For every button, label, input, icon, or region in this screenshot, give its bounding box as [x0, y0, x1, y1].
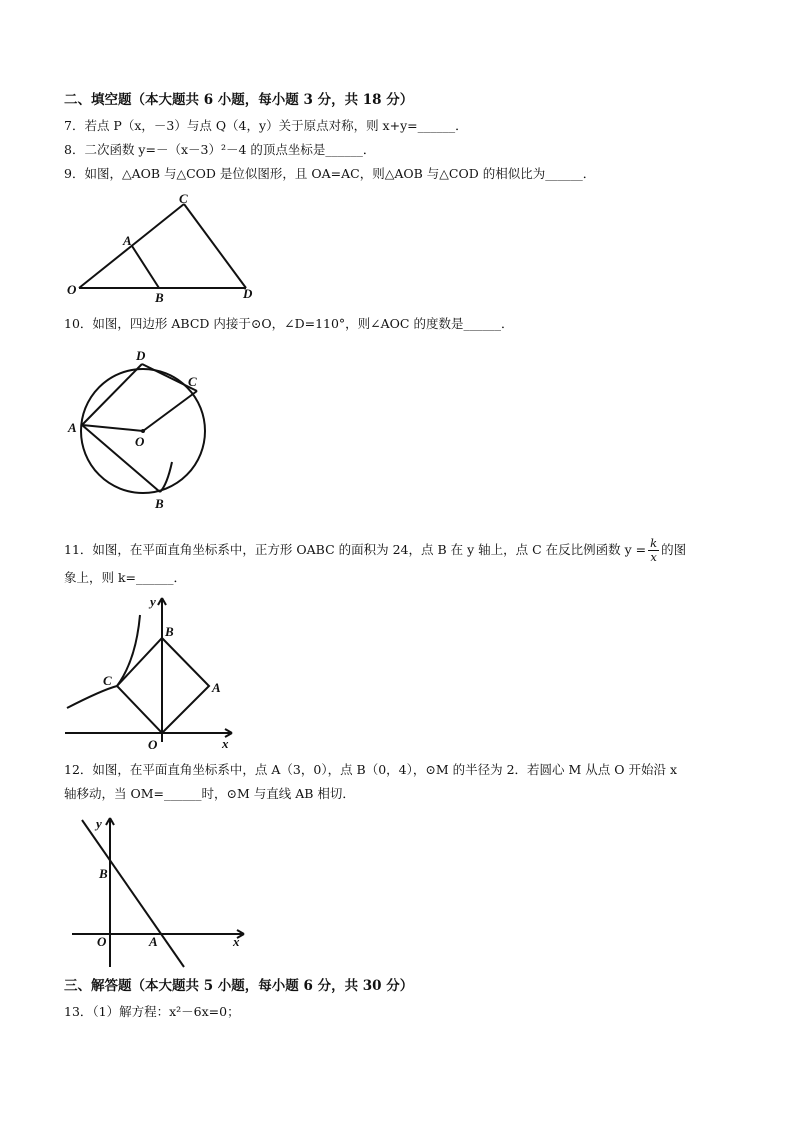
figure-q11-square [62, 590, 242, 755]
question-10: 10．如图，四边形 ABCD 内接于⊙O，∠D=110°，则∠AOC 的度数是______． [64, 316, 514, 331]
label-y: y [150, 594, 156, 609]
label-y: y [96, 816, 102, 831]
question-13: 13．（1）解方程：x²－6x=0； [64, 1004, 240, 1019]
section-2-heading: 二、填空题（本大题共 6 小题，每小题 3 分，共 18 分） [64, 92, 414, 108]
label-B: B [155, 496, 164, 511]
label-B: B [99, 866, 108, 881]
question-11 [64, 534, 686, 566]
question-12-line-2: 轴移动，当 OM=______时，⊙M 与直线 AB 相切． [64, 786, 355, 801]
label-B: B [165, 624, 174, 639]
label-B: B [155, 290, 164, 305]
label-O: O [97, 934, 107, 949]
section-3-heading: 三、解答题（本大题共 5 小题，每小题 6 分，共 30 分） [64, 978, 414, 994]
label-x: x [222, 736, 229, 751]
fraction-k-over-x [648, 537, 659, 564]
question-9: 9．如图，△AOB 与△COD 是位似图形，且 OA=AC，则△AOB 与△COD 的相似比为______． [64, 166, 596, 181]
label-A: A [212, 680, 221, 695]
label-x: x [233, 934, 240, 949]
question-12-line-1: 12．如图，在平面直角坐标系中，点 A（3，0），点 B（0，4），⊙M 的半径为 2．若圆心 M 从点 O 开始沿 x [64, 762, 678, 777]
figure-q10-circle [62, 345, 222, 515]
figure-q9-triangles [62, 190, 272, 305]
question-11-text-after: 的图 [661, 542, 687, 557]
label-C: C [179, 191, 188, 206]
label-A: A [149, 934, 158, 949]
question-11-line-2: 象上，则 k=______． [64, 570, 187, 585]
label-C: C [103, 673, 112, 688]
label-D: D [243, 286, 253, 301]
figure-q12-line [62, 812, 252, 972]
label-C: C [188, 374, 197, 389]
label-D: D [136, 348, 146, 363]
question-8: 8．二次函数 y=－（x－3）²－4 的顶点坐标是______． [64, 142, 376, 157]
label-O: O [67, 282, 77, 297]
question-11-text-before: 11．如图，在平面直角坐标系中，正方形 OABC 的面积为 24，点 B 在 y 轴上，点 C 在反比例函数 y = [64, 542, 647, 557]
fraction-numerator: k [650, 536, 658, 550]
label-A: A [68, 420, 77, 435]
fraction-denominator: x [650, 550, 657, 564]
label-O: O [135, 434, 145, 449]
label-O: O [148, 737, 158, 752]
label-A: A [123, 233, 132, 248]
question-7: 7．若点 P（x，－3）与点 Q（4，y）关于原点对称，则 x+y=______． [64, 118, 468, 133]
